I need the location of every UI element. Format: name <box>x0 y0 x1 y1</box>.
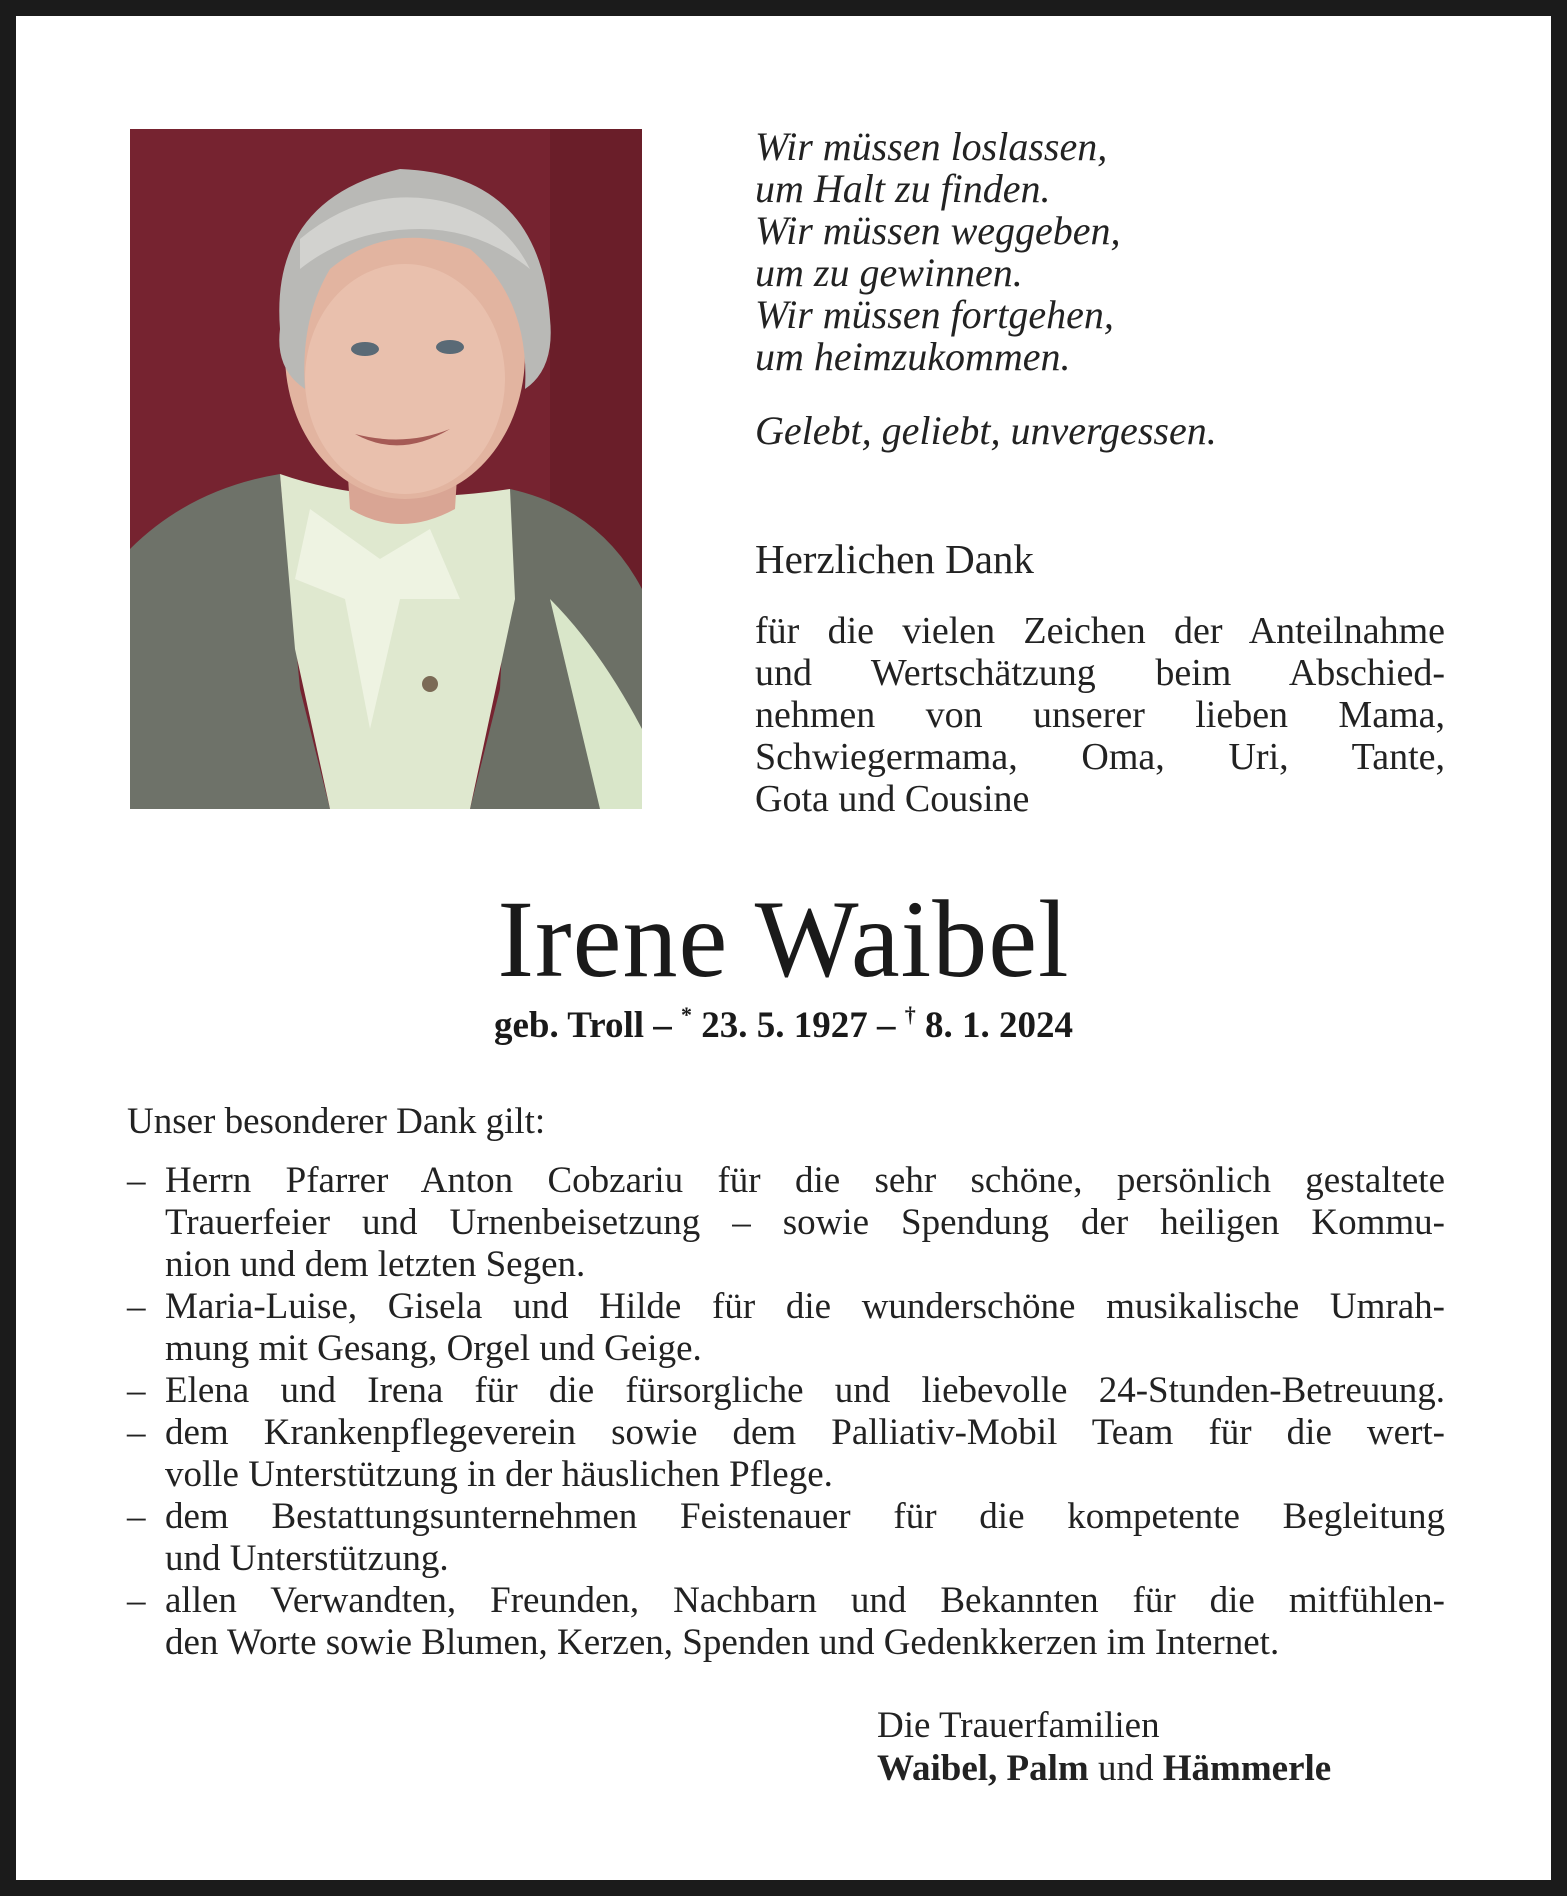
list-item <box>127 1160 1445 1286</box>
special-thanks-intro: Unser besonderer Dank gilt: <box>127 1101 546 1142</box>
death-mark: † <box>904 1002 916 1027</box>
list-item-line: Maria-Luise, Gisela und Hilde für die wunderschöne musikalische Umrah- <box>165 1286 1445 1327</box>
list-item-line: allen Verwandten, Freunden, Nachbarn und Bekannten für die mitfühlen- <box>165 1580 1445 1621</box>
poem-line: Wir müssen fortgehen, <box>755 292 1114 337</box>
connector: und <box>1088 1748 1163 1789</box>
birth-date: 23. 5. 1927 <box>692 1005 868 1046</box>
poem-line: Wir müssen loslassen, <box>755 124 1108 169</box>
separator: – <box>867 1005 905 1046</box>
obituary-page <box>16 16 1551 1880</box>
dash: – <box>127 1496 146 1537</box>
deceased-name: Irene Waibel <box>497 878 1070 1000</box>
dash: – <box>127 1412 146 1453</box>
list-item-line: mung mit Gesang, Orgel und Geige. <box>165 1328 702 1369</box>
special-thanks-list <box>127 1160 1445 1664</box>
poem-line: um heimzukommen. <box>755 334 1071 379</box>
thanks-line: nehmen von unserer lieben Mama, <box>755 694 1445 736</box>
list-item <box>127 1286 1445 1370</box>
list-item-line: und Unterstützung. <box>165 1538 449 1579</box>
dash: – <box>127 1580 146 1621</box>
list-item-line: volle Unterstützung in der häuslichen Pflege. <box>165 1454 833 1495</box>
poem-line: um zu gewinnen. <box>755 250 1023 295</box>
list-item-line: dem Bestattungsunternehmen Feistenauer für die kompetente Begleitung <box>165 1496 1445 1537</box>
death-date: 8. 1. 2024 <box>915 1005 1074 1046</box>
list-item-line: den Worte sowie Blumen, Kerzen, Spenden und Gedenkkerzen im Internet. <box>165 1622 1280 1663</box>
family-name: Waibel, Palm <box>877 1748 1089 1789</box>
family-names <box>877 1747 1331 1790</box>
thanks-text <box>755 610 1445 820</box>
portrait-photo <box>130 129 642 809</box>
dash: – <box>127 1160 146 1201</box>
list-item-line: nion und dem letzten Segen. <box>165 1244 586 1285</box>
motto: Gelebt, geliebt, unvergessen. <box>755 408 1217 453</box>
list-item <box>127 1370 1445 1412</box>
list-item <box>127 1412 1445 1496</box>
list-item-line: Trauerfeier und Urnenbeisetzung – sowie Spendung der heiligen Kommu- <box>165 1202 1445 1243</box>
poem <box>755 126 1355 378</box>
thanks-line: und Wertschätzung beim Abschied- <box>755 652 1445 694</box>
list-item-line: Herrn Pfarrer Anton Cobzariu für die sehr schöne, persönlich gestaltete <box>165 1160 1445 1201</box>
thanks-heading: Herzlichen Dank <box>755 536 1034 582</box>
thanks-line: für die vielen Zeichen der Anteilnahme <box>755 610 1445 652</box>
portrait-illustration <box>130 129 642 809</box>
thanks-line: Gota und Cousine <box>755 778 1030 820</box>
signoff <box>877 1704 1331 1790</box>
list-item <box>127 1580 1445 1664</box>
maiden-name: geb. Troll <box>493 1005 645 1046</box>
dash: – <box>127 1286 146 1327</box>
separator: – <box>644 1005 682 1046</box>
list-item-line: dem Krankenpflegeverein sowie dem Palliativ-Mobil Team für die wert- <box>165 1412 1445 1453</box>
thanks-line: Schwiegermama, Oma, Uri, Tante, <box>755 736 1445 778</box>
dash: – <box>127 1370 146 1411</box>
life-dates <box>16 1004 1551 1047</box>
list-item <box>127 1496 1445 1580</box>
poem-line: um Halt zu finden. <box>755 166 1051 211</box>
poem-line: Wir müssen weggeben, <box>755 208 1121 253</box>
signoff-line: Die Trauerfamilien <box>877 1705 1160 1746</box>
family-name: Hämmerle <box>1162 1748 1332 1789</box>
list-item-line: Elena und Irena für die fürsorgliche und liebevolle 24-Stunden-Betreuung. <box>165 1370 1445 1411</box>
birth-mark: * <box>681 1002 693 1027</box>
